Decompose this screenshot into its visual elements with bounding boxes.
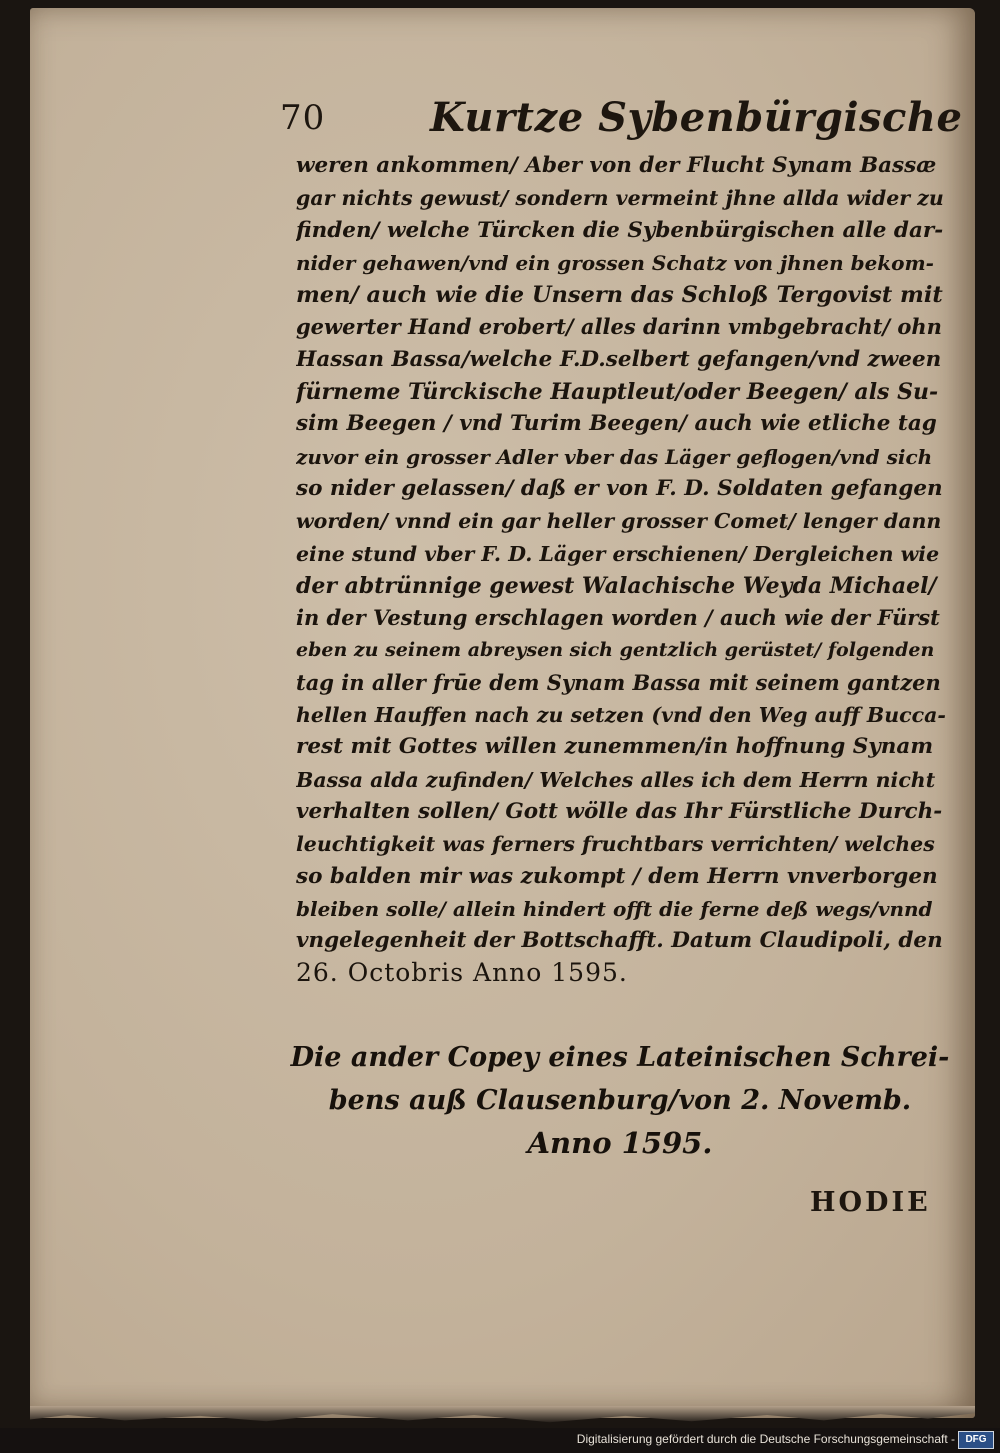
text-line: in der Vestung erschlagen worden / auch wie der Fürst	[296, 605, 940, 631]
section-heading	[290, 1035, 950, 1165]
text-line: hellen Hauffen nach zu setzen (vnd den Weg auff Bucca-	[296, 703, 946, 728]
body-text	[296, 150, 946, 990]
text-line: men/ auch wie die Unsern das Schloß Tergovist mit	[296, 282, 943, 309]
text-line: eben zu seinem abreysen sich gentzlich gerüstet/ folgenden	[296, 639, 935, 662]
running-title: Kurtze Sybenbürgische	[430, 94, 963, 141]
funding-credit: Digitalisierung gefördert durch die Deutsche Forschungsgemeinschaft -	[576, 1432, 955, 1446]
text-line: zuvor ein grosser Adler vber das Läger geflogen/vnd sich	[296, 444, 933, 469]
text-line: so balden mir was zukompt / dem Herrn vnverborgen	[296, 863, 938, 889]
text-line: nider gehawen/vnd ein grossen Schatz von jhnen bekom-	[296, 250, 934, 275]
text-line: rest mit Gottes willen zunemmen/in hoffnung Synam	[296, 734, 934, 760]
text-line: eine stund vber F. D. Läger erschienen/ Dergleichen wie	[296, 541, 940, 566]
text-line: gar nichts gewust/ sondern vermeint jhne allda wider zu	[296, 186, 944, 211]
section-heading-line-1: Die ander Copey eines Lateinischen Schrei-	[290, 1042, 950, 1073]
text-line: Bassa alda zufinden/ Welches alles ich dem Herrn nicht	[296, 767, 936, 792]
text-line: finden/ welche Türcken die Sybenbürgischen alle dar-	[296, 217, 944, 243]
text-line: 26. Octobris Anno 1595.	[296, 958, 628, 988]
text-line: sim Beegen / vnd Turim Beegen/ auch wie etliche tag	[296, 411, 937, 437]
text-line: tag in aller frūe dem Synam Bassa mit seinem gantzen	[296, 669, 941, 695]
text-line: vngelegenheit der Bottschafft. Datum Claudipoli, den	[296, 928, 943, 954]
page-header	[280, 88, 963, 148]
section-heading-line-2: bens auß Clausenburg/von 2. Novemb.	[328, 1085, 912, 1116]
text-line: verhalten sollen/ Gott wölle das Ihr Fürstliche Durch-	[296, 798, 943, 824]
text-line: worden/ vnnd ein gar heller grosser Comet/ lenger dann	[296, 509, 942, 534]
torn-page-edge	[30, 1406, 975, 1424]
text-line: so nider gelassen/ daß er von F. D. Soldaten gefangen	[296, 475, 943, 501]
dfg-logo: DFG	[958, 1431, 994, 1449]
section-heading-line-3: Anno 1595.	[527, 1126, 713, 1160]
page-number: 70	[280, 98, 326, 138]
text-line: gewerter Hand erobert/ alles darinn vmbgebracht/ ohn	[296, 314, 942, 340]
text-line: weren ankommen/ Aber von der Flucht Synam Bassæ	[296, 153, 937, 178]
text-line: bleiben solle/ allein hindert offt die ferne deß wegs/vnnd	[296, 896, 933, 921]
text-line: der abtrünnige gewest Walachische Weyda Michael/	[296, 572, 937, 599]
text-line: Hassan Bassa/welche F.D.selbert gefangen/vnd zween	[296, 346, 942, 372]
catchword: HODIE	[810, 1187, 931, 1218]
text-line: fürneme Türckische Hauptleut/oder Beegen/ als Su-	[296, 379, 939, 406]
text-line: leuchtigkeit was ferners fruchtbars verrichten/ welches	[296, 832, 935, 857]
